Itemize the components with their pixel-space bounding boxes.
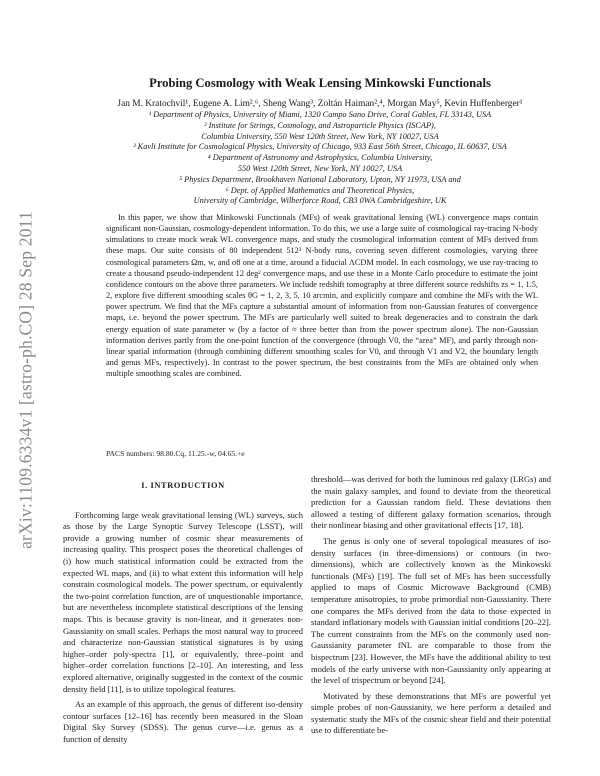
body-paragraph: threshold—was derived for both the luminous red galaxy (LRGs) and the main galaxy samples, and found to deviate from the theoretical prediction for a Gaussian random field. These deviations then allowed a testing of different galaxy formation scenarios, through their nonlinear biasing and other gravitational effects [17, 18]. xyxy=(311,474,551,531)
section-heading: I. INTRODUCTION xyxy=(141,481,225,490)
affiliation: 550 West 120th Street, New York, NY 10027, USA xyxy=(237,163,403,173)
abstract-paragraph: In this paper, we show that Minkowski Functionals (MFs) of weak gravitational lensing (WL) convergence maps contain significant non-Gaussian, cosmology-dependent information. To do this, we use a large suite of cosmological ray-tracing N-body simulations to create mock weak WL convergence maps, and study the cosmological information content of MFs derived from these maps. Our suite consists of 80 independent 512³ N-body runs, covering seven different cosmologies, varying three cosmological parameters Ωm, w, and σ8 one at a time, around a fiducial ΛCDM model. In each cosmology, we use ray-tracing to create a thousand pseudo-independent 12 deg² convergence maps, and use these in a Monte Carlo procedure to estimate the joint confidence contours on the above three parameters. We include redshift tomography at three different source redshifts zs = 1, 1.5, 2, explore five different smoothing scales θG = 1, 2, 3, 5, 10 arcmin, and explicitly compare and combine the MFs with the WL power spectrum. We find that the MFs capture a substantial amount of information from non-Gaussian features of convergence maps, i.e. beyond the power spectrum. The MFs are particularly well suited to break degeneracies and to constrain the dark energy equation of state parameter w (by a factor of ≈ three better than from the power spectrum alone). The non-Gaussian information derives partly from the one-point function of the convergence (through V0, the “area” MF), and partly through non-linear spatial information (through combining different smoothing scales for V0, and through V1 and V2, the boundary length and genus MFs, respectively). In contrast to the power spectrum, the best constraints from the MFs are obtained only when multiple smoothing scales are combined. xyxy=(106,213,538,379)
affiliation: ⁴ Department of Astronomy and Astrophysics, Columbia University, xyxy=(207,153,433,163)
affiliation: ⁵ Physics Department, Brookhaven National Laboratory, Upton, NY 11973, USA and xyxy=(179,174,461,184)
pacs-numbers: PACS numbers: 98.80.Cq, 11.25.-w, 04.65.+e xyxy=(106,449,245,458)
affiliations xyxy=(60,110,580,207)
affiliation: ⁶ Dept. of Applied Mathematics and Theoretical Physics, xyxy=(225,185,415,195)
body-paragraph: The genus is only one of several topological measures of iso-density surfaces (in three-dimensions) or contours (in two-dimensions), which are collectively known as the Minkowski functionals (MFs) [19]. The full set of MFs has been successfully applied to maps of Cosmic Microwave Background (CMB) temperature anisotropies, to probe primordial non-Gaussianity. There one compares the MFs derived from the data to those expected in standard inflationary models with Gaussian initial conditions [20–22]. The current constraints from the MFs on the commonly used non-Gaussianity parameter fNL are comparable to those from the bispectrum [23]. However, the MFs have the additional ability to test models of the early universe with non-Gaussianity only appearing at the level of trispectrum or beyond [24]. xyxy=(311,535,551,686)
body-paragraph: Forthcoming large weak gravitational lensing (WL) surveys, such as those by the Large Synoptic Survey Telescope (LSST), will provide a growing number of cosmic shear measurements of increasing quality. This prospect poses the theoretical challenges of (i) how much statistical information could be extracted from the expected WL maps, and (ii) to what extent this information will help constrain cosmological models. The power spectrum, or equivalently the two-point correlation function, are of unquestionable importance, but are nevertheless incomplete statistical descriptions of the lensing maps. This is because gravity is non-linear, and it generates non-Gaussianity on small scales. Perhaps the most natural way to proceed and characterize non-Gaussian statistical signatures is by using higher–order poly-spectra [1], or equivalently, three–point and higher–order correlation functions [2–10]. An interesting, and less explored alternative, originally suggested in the context of the cosmic density field [11], is to utilize topological features. xyxy=(63,509,303,694)
right-column xyxy=(311,474,551,741)
abstract xyxy=(106,212,538,379)
arxiv-stamp xyxy=(6,170,46,590)
author-list: Jan M. Kratochvil¹, Eugene A. Lim²,⁶, Sheng Wang³, Zoltán Haiman²,⁴, Morgan May⁵, Kevin Huffenberger¹ xyxy=(117,99,523,109)
affiliation: Columbia University, 550 West 120th Street, New York, NY 10027, USA xyxy=(201,131,439,141)
body-paragraph: As an example of this approach, the genus of different iso-density contour surfaces [12–16] has recently been measured in the Sloan Digital Sky Survey (SDSS). The genus curve—i.e. genus as a function of density xyxy=(63,699,303,744)
affiliation: ¹ Department of Physics, University of Miami, 1320 Campo Sano Drive, Coral Gables, FL 33143, USA xyxy=(148,110,492,119)
body-paragraph: Motivated by these demonstrations that MFs are powerful yet simple probes of non-Gaussianity, we here perform a detailed and systematic study the MFs of the cosmic shear field and their potential use to differentiate be- xyxy=(311,690,551,736)
paper-title: Probing Cosmology with Weak Lensing Minkowski Functionals xyxy=(149,76,491,90)
affiliation: ² Institute for Strings, Cosmology, and Astroparticle Physics (ISCAP), xyxy=(204,120,436,130)
left-column xyxy=(63,474,303,749)
affiliation: ³ Kavli Institute for Cosmological Physics, University of Chicago, 933 East 56th Street, Chicago, IL 60637, USA xyxy=(133,142,507,152)
affiliation: University of Cambridge, Wilberforce Road, CB3 0WA Cambridgeshire, UK xyxy=(193,196,447,206)
arxiv-id: arXiv:1109.6334v1 [astro-ph.CO] 28 Sep 2011 xyxy=(15,211,36,549)
